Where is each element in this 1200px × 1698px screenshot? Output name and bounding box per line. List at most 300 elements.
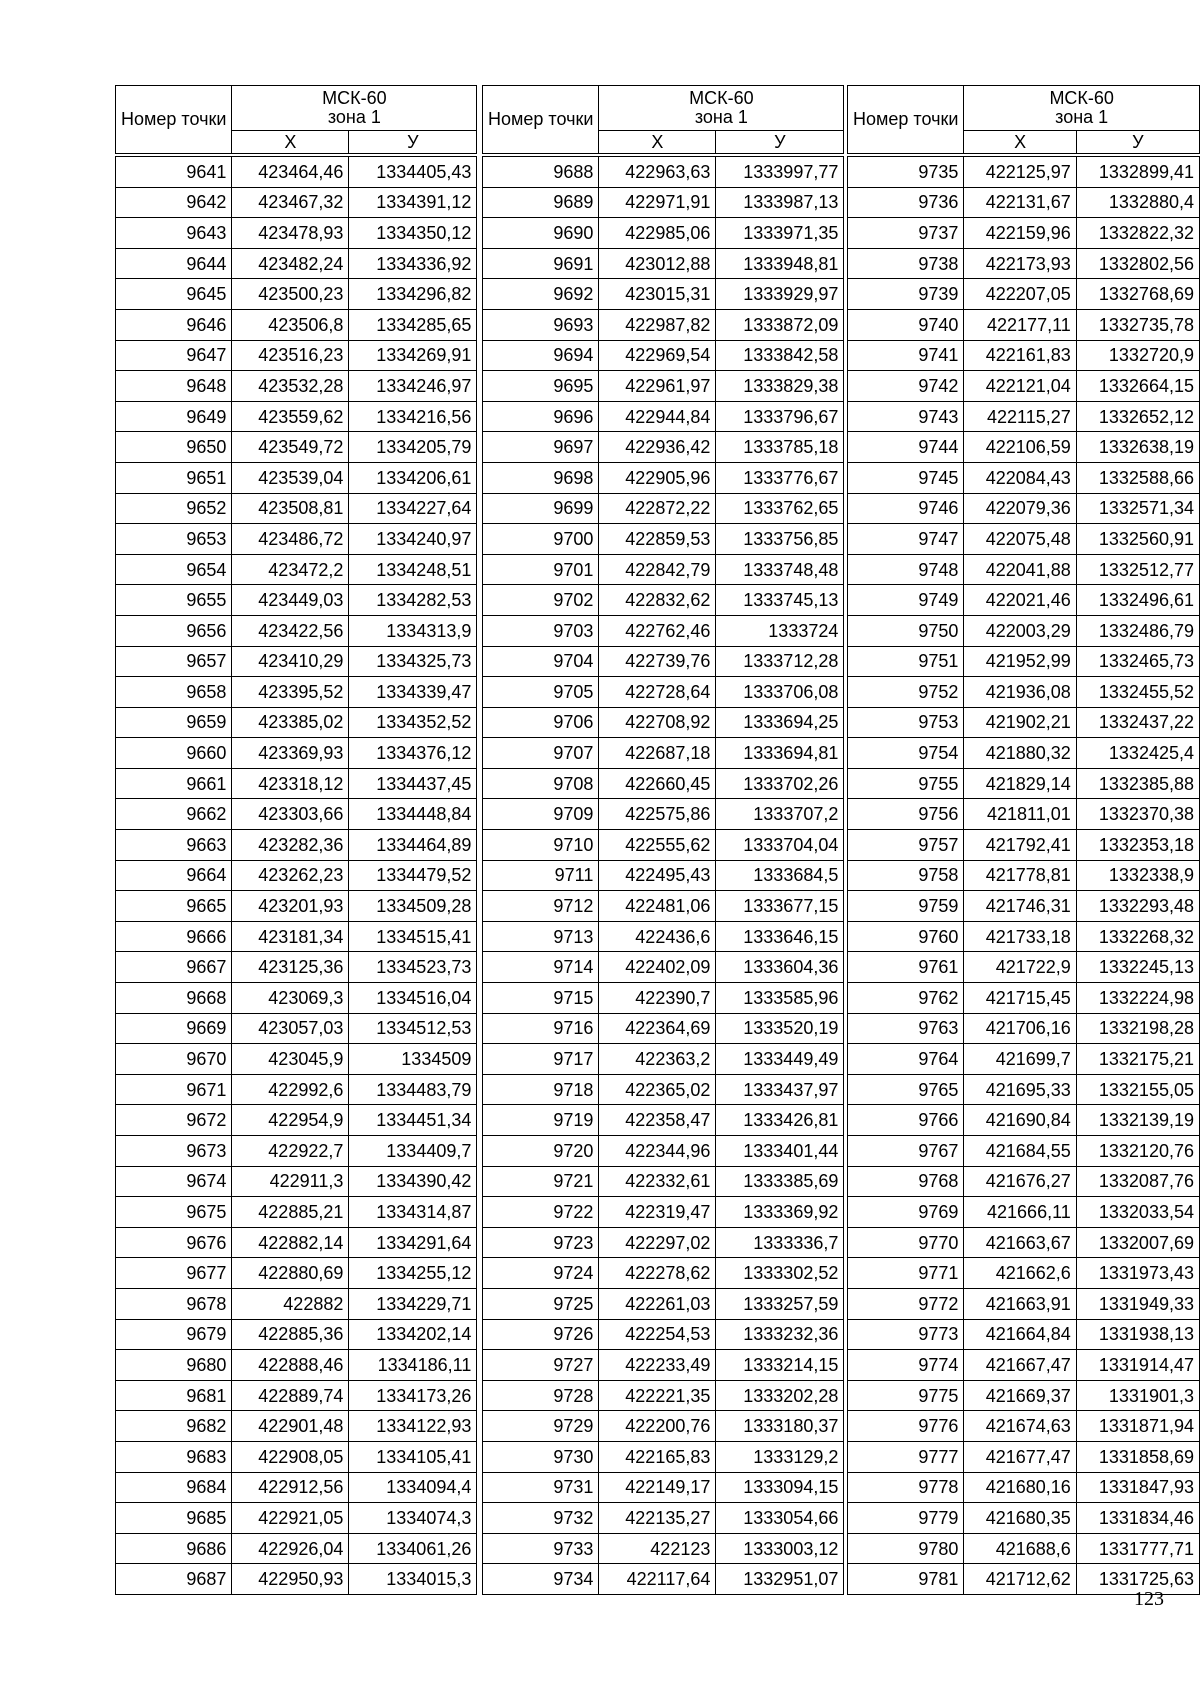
table-row — [483, 1533, 844, 1564]
table-row — [848, 1227, 1200, 1258]
x-coordinate-cell: 422961,97 — [599, 371, 716, 402]
table-row — [848, 1074, 1200, 1105]
x-coordinate-cell: 422131,67 — [964, 187, 1076, 218]
table-row — [848, 738, 1200, 769]
coordinates-table-1 — [115, 85, 477, 1595]
y-coordinate-cell: 1334227,64 — [349, 493, 477, 524]
table-row — [848, 218, 1200, 249]
x-coordinate-cell: 423395,52 — [232, 677, 349, 708]
point-number-cell: 9741 — [848, 340, 964, 371]
table-row — [116, 279, 477, 310]
x-coordinate-cell: 422332,61 — [599, 1166, 716, 1197]
y-coordinate-cell: 1333257,59 — [716, 1288, 844, 1319]
x-coordinate-cell: 421722,9 — [964, 952, 1076, 983]
x-coordinate-cell: 421662,6 — [964, 1258, 1076, 1289]
coordinate-system-header: МСК-60 зона 1 — [232, 86, 477, 131]
point-number-cell: 9679 — [116, 1319, 232, 1350]
y-coordinate-cell: 1332496,61 — [1076, 585, 1199, 616]
point-number-cell: 9770 — [848, 1227, 964, 1258]
point-number-cell: 9739 — [848, 279, 964, 310]
x-coordinate-cell: 421811,01 — [964, 799, 1076, 830]
x-coordinate-cell: 423506,8 — [232, 309, 349, 340]
point-number-cell: 9651 — [116, 462, 232, 493]
y-coordinate-cell: 1334483,79 — [349, 1074, 477, 1105]
table-row — [848, 1136, 1200, 1167]
x-coordinate-cell: 422402,09 — [599, 952, 716, 983]
x-coordinate-cell: 422165,83 — [599, 1441, 716, 1472]
y-coordinate-cell: 1332465,73 — [1076, 646, 1199, 677]
table-row — [483, 187, 844, 218]
table-row — [483, 952, 844, 983]
table-row — [848, 1441, 1200, 1472]
table-row — [483, 1227, 844, 1258]
x-coordinate-cell: 422390,7 — [599, 983, 716, 1014]
y-coordinate-cell: 1333232,36 — [716, 1319, 844, 1350]
point-number-cell: 9709 — [483, 799, 599, 830]
table-row — [116, 799, 477, 830]
y-coordinate-cell: 1334405,43 — [349, 155, 477, 187]
point-number-cell: 9750 — [848, 615, 964, 646]
table-row — [116, 218, 477, 249]
point-number-cell: 9659 — [116, 707, 232, 738]
y-coordinate-cell: 1334390,42 — [349, 1166, 477, 1197]
table-row — [483, 248, 844, 279]
table-row — [483, 799, 844, 830]
y-coordinate-cell: 1333684,5 — [716, 860, 844, 891]
point-number-cell: 9678 — [116, 1288, 232, 1319]
y-coordinate-cell: 1334061,26 — [349, 1533, 477, 1564]
y-coordinate-cell: 1334186,11 — [349, 1350, 477, 1381]
x-coordinate-cell: 423045,9 — [232, 1044, 349, 1075]
x-coordinate-cell: 421663,67 — [964, 1227, 1076, 1258]
x-coordinate-cell: 421680,16 — [964, 1472, 1076, 1503]
y-coordinate-cell: 1333707,2 — [716, 799, 844, 830]
y-coordinate-cell: 1331858,69 — [1076, 1441, 1199, 1472]
x-coordinate-cell: 421880,32 — [964, 738, 1076, 769]
table-row — [848, 1166, 1200, 1197]
x-coordinate-cell: 422660,45 — [599, 768, 716, 799]
x-coordinate-cell: 421666,11 — [964, 1197, 1076, 1228]
point-number-cell: 9755 — [848, 768, 964, 799]
table-row — [848, 371, 1200, 402]
table-row — [116, 524, 477, 555]
y-coordinate-cell: 1333437,97 — [716, 1074, 844, 1105]
x-coordinate-cell: 421695,33 — [964, 1074, 1076, 1105]
x-coordinate-cell: 423449,03 — [232, 585, 349, 616]
point-number-cell: 9717 — [483, 1044, 599, 1075]
x-coordinate-cell: 423464,46 — [232, 155, 349, 187]
y-coordinate-cell: 1332571,34 — [1076, 493, 1199, 524]
y-coordinate-cell: 1331847,93 — [1076, 1472, 1199, 1503]
point-number-cell: 9776 — [848, 1411, 964, 1442]
point-number-cell: 9680 — [116, 1350, 232, 1381]
table-row — [483, 1044, 844, 1075]
point-number-cell: 9718 — [483, 1074, 599, 1105]
point-number-cell: 9738 — [848, 248, 964, 279]
y-coordinate-cell: 1332735,78 — [1076, 309, 1199, 340]
table-body — [116, 155, 477, 1594]
y-coordinate-cell: 1334122,93 — [349, 1411, 477, 1442]
x-coordinate-cell: 422106,59 — [964, 432, 1076, 463]
table-row — [483, 1380, 844, 1411]
table-row — [483, 1503, 844, 1534]
point-number-cell: 9756 — [848, 799, 964, 830]
point-number-cell: 9644 — [116, 248, 232, 279]
table-row — [483, 1411, 844, 1442]
table-row — [483, 432, 844, 463]
x-coordinate-cell: 422261,03 — [599, 1288, 716, 1319]
y-coordinate-cell: 1333929,97 — [716, 279, 844, 310]
point-number-cell: 9667 — [116, 952, 232, 983]
y-coordinate-cell: 1334206,61 — [349, 462, 477, 493]
page-number: 123 — [1134, 1588, 1164, 1610]
y-coordinate-cell: 1334074,3 — [349, 1503, 477, 1534]
x-coordinate-cell: 423539,04 — [232, 462, 349, 493]
y-coordinate-cell: 1332437,22 — [1076, 707, 1199, 738]
table-row — [116, 1319, 477, 1350]
y-coordinate-cell: 1334339,47 — [349, 677, 477, 708]
table-row — [483, 340, 844, 371]
y-coordinate-cell: 1332802,56 — [1076, 248, 1199, 279]
y-coordinate-cell: 1334437,45 — [349, 768, 477, 799]
y-coordinate-cell: 1333842,58 — [716, 340, 844, 371]
table-row — [848, 707, 1200, 738]
point-number-cell: 9721 — [483, 1166, 599, 1197]
point-number-cell: 9716 — [483, 1013, 599, 1044]
point-number-cell: 9669 — [116, 1013, 232, 1044]
x-coordinate-cell: 423500,23 — [232, 279, 349, 310]
x-coordinate-cell: 422365,02 — [599, 1074, 716, 1105]
x-coordinate-cell: 422885,21 — [232, 1197, 349, 1228]
y-coordinate-cell: 1334216,56 — [349, 401, 477, 432]
y-coordinate-cell: 1334464,89 — [349, 830, 477, 861]
x-coordinate-cell: 422358,47 — [599, 1105, 716, 1136]
point-number-cell: 9692 — [483, 279, 599, 310]
point-number-cell: 9703 — [483, 615, 599, 646]
table-row — [848, 646, 1200, 677]
x-coordinate-cell: 422481,06 — [599, 891, 716, 922]
table-row — [848, 1197, 1200, 1228]
table-row — [116, 340, 477, 371]
point-number-cell: 9663 — [116, 830, 232, 861]
x-coordinate-cell: 421684,55 — [964, 1136, 1076, 1167]
table-row — [116, 1288, 477, 1319]
x-coordinate-cell: 421712,62 — [964, 1564, 1076, 1595]
point-number-header: Номер точки — [483, 86, 599, 156]
point-number-cell: 9690 — [483, 218, 599, 249]
x-coordinate-cell: 423410,29 — [232, 646, 349, 677]
y-column-header: У — [349, 131, 477, 156]
x-coordinate-cell: 422344,96 — [599, 1136, 716, 1167]
point-number-header: Номер точки — [116, 86, 232, 156]
table-row — [483, 462, 844, 493]
x-coordinate-cell: 422436,6 — [599, 921, 716, 952]
x-coordinate-cell: 422888,46 — [232, 1350, 349, 1381]
x-coordinate-cell: 422495,43 — [599, 860, 716, 891]
y-coordinate-cell: 1334376,12 — [349, 738, 477, 769]
table-row — [116, 401, 477, 432]
y-coordinate-cell: 1332560,91 — [1076, 524, 1199, 555]
y-coordinate-cell: 1333776,67 — [716, 462, 844, 493]
x-coordinate-cell: 422963,63 — [599, 155, 716, 187]
y-coordinate-cell: 1333520,19 — [716, 1013, 844, 1044]
table-row — [483, 1258, 844, 1289]
x-coordinate-cell: 422075,48 — [964, 524, 1076, 555]
table-row — [116, 1564, 477, 1595]
y-column-header: У — [716, 131, 844, 156]
y-coordinate-cell: 1334246,97 — [349, 371, 477, 402]
table-row — [483, 1472, 844, 1503]
y-coordinate-cell: 1333694,81 — [716, 738, 844, 769]
y-coordinate-cell: 1333302,52 — [716, 1258, 844, 1289]
y-coordinate-cell: 1332175,21 — [1076, 1044, 1199, 1075]
table-row — [116, 615, 477, 646]
x-coordinate-cell: 422921,05 — [232, 1503, 349, 1534]
x-coordinate-cell: 423532,28 — [232, 371, 349, 402]
table-row — [848, 768, 1200, 799]
point-number-cell: 9668 — [116, 983, 232, 1014]
x-coordinate-cell: 422708,92 — [599, 707, 716, 738]
x-coordinate-cell: 422889,74 — [232, 1380, 349, 1411]
y-coordinate-cell: 1334479,52 — [349, 860, 477, 891]
x-coordinate-cell: 422364,69 — [599, 1013, 716, 1044]
point-number-cell: 9753 — [848, 707, 964, 738]
table-row — [483, 585, 844, 616]
x-coordinate-cell: 421667,47 — [964, 1350, 1076, 1381]
x-coordinate-cell: 422950,93 — [232, 1564, 349, 1595]
y-coordinate-cell: 1334391,12 — [349, 187, 477, 218]
y-coordinate-cell: 1333694,25 — [716, 707, 844, 738]
table-row — [848, 554, 1200, 585]
y-coordinate-cell: 1334282,53 — [349, 585, 477, 616]
y-coordinate-cell: 1333997,77 — [716, 155, 844, 187]
point-number-cell: 9780 — [848, 1533, 964, 1564]
y-coordinate-cell: 1333677,15 — [716, 891, 844, 922]
point-number-cell: 9687 — [116, 1564, 232, 1595]
x-coordinate-cell: 421664,84 — [964, 1319, 1076, 1350]
x-coordinate-cell: 423303,66 — [232, 799, 349, 830]
table-row — [116, 371, 477, 402]
x-coordinate-cell: 421680,35 — [964, 1503, 1076, 1534]
point-number-cell: 9728 — [483, 1380, 599, 1411]
point-number-cell: 9752 — [848, 677, 964, 708]
point-number-cell: 9730 — [483, 1441, 599, 1472]
y-coordinate-cell: 1331725,63 — [1076, 1564, 1199, 1595]
y-coordinate-cell: 1332007,69 — [1076, 1227, 1199, 1258]
y-coordinate-cell: 1332087,76 — [1076, 1166, 1199, 1197]
y-coordinate-cell: 1333785,18 — [716, 432, 844, 463]
point-number-cell: 9654 — [116, 554, 232, 585]
point-number-cell: 9759 — [848, 891, 964, 922]
point-number-cell: 9645 — [116, 279, 232, 310]
point-number-cell: 9758 — [848, 860, 964, 891]
table-row — [848, 1350, 1200, 1381]
y-coordinate-cell: 1332588,66 — [1076, 462, 1199, 493]
point-number-cell: 9662 — [116, 799, 232, 830]
y-coordinate-cell: 1332224,98 — [1076, 983, 1199, 1014]
y-coordinate-cell: 1333971,35 — [716, 218, 844, 249]
table-row — [116, 248, 477, 279]
y-coordinate-cell: 1333385,69 — [716, 1166, 844, 1197]
y-coordinate-cell: 1331914,47 — [1076, 1350, 1199, 1381]
x-coordinate-cell: 421690,84 — [964, 1105, 1076, 1136]
table-row — [483, 309, 844, 340]
point-number-cell: 9713 — [483, 921, 599, 952]
table-row — [848, 524, 1200, 555]
point-number-cell: 9769 — [848, 1197, 964, 1228]
table-row — [116, 1074, 477, 1105]
table-row — [116, 493, 477, 524]
x-coordinate-cell: 422161,83 — [964, 340, 1076, 371]
y-coordinate-cell: 1332822,32 — [1076, 218, 1199, 249]
table-row — [483, 1319, 844, 1350]
table-row — [483, 1197, 844, 1228]
x-coordinate-cell: 422173,93 — [964, 248, 1076, 279]
y-coordinate-cell: 1333369,92 — [716, 1197, 844, 1228]
y-coordinate-cell: 1333336,7 — [716, 1227, 844, 1258]
point-number-cell: 9681 — [116, 1380, 232, 1411]
table-row — [116, 1533, 477, 1564]
table-row — [116, 585, 477, 616]
y-coordinate-cell: 1334296,82 — [349, 279, 477, 310]
point-number-cell: 9757 — [848, 830, 964, 861]
x-coordinate-cell: 422832,62 — [599, 585, 716, 616]
point-number-cell: 9725 — [483, 1288, 599, 1319]
table-row — [116, 707, 477, 738]
table-row — [116, 677, 477, 708]
table-row — [116, 462, 477, 493]
x-coordinate-cell: 421746,31 — [964, 891, 1076, 922]
x-coordinate-cell: 422880,69 — [232, 1258, 349, 1289]
x-coordinate-cell: 423201,93 — [232, 891, 349, 922]
x-coordinate-cell: 422905,96 — [599, 462, 716, 493]
x-coordinate-cell: 422123 — [599, 1533, 716, 1564]
point-number-cell: 9765 — [848, 1074, 964, 1105]
point-number-cell: 9767 — [848, 1136, 964, 1167]
point-number-cell: 9764 — [848, 1044, 964, 1075]
point-number-cell: 9754 — [848, 738, 964, 769]
point-number-cell: 9656 — [116, 615, 232, 646]
table-row — [116, 860, 477, 891]
x-coordinate-cell: 423015,31 — [599, 279, 716, 310]
y-coordinate-cell: 1333872,09 — [716, 309, 844, 340]
y-coordinate-cell: 1334094,4 — [349, 1472, 477, 1503]
y-coordinate-cell: 1334409,7 — [349, 1136, 477, 1167]
y-coordinate-cell: 1334515,41 — [349, 921, 477, 952]
table-row — [848, 1258, 1200, 1289]
y-coordinate-cell: 1333604,36 — [716, 952, 844, 983]
point-number-cell: 9727 — [483, 1350, 599, 1381]
table-row — [483, 615, 844, 646]
table-row — [116, 432, 477, 463]
point-number-cell: 9664 — [116, 860, 232, 891]
x-coordinate-cell: 421952,99 — [964, 646, 1076, 677]
y-coordinate-cell: 1334202,14 — [349, 1319, 477, 1350]
table-row — [483, 860, 844, 891]
table-row — [116, 155, 477, 187]
table-row — [483, 1013, 844, 1044]
point-number-cell: 9734 — [483, 1564, 599, 1595]
x-coordinate-cell: 422908,05 — [232, 1441, 349, 1472]
point-number-cell: 9715 — [483, 983, 599, 1014]
coordinates-table-2 — [482, 85, 844, 1595]
x-coordinate-cell: 423559,62 — [232, 401, 349, 432]
point-number-cell: 9777 — [848, 1441, 964, 1472]
y-coordinate-cell: 1333706,08 — [716, 677, 844, 708]
point-number-cell: 9683 — [116, 1441, 232, 1472]
x-coordinate-cell: 422728,64 — [599, 677, 716, 708]
x-coordinate-cell: 422885,36 — [232, 1319, 349, 1350]
table-row — [116, 1258, 477, 1289]
x-coordinate-cell: 422297,02 — [599, 1227, 716, 1258]
table-row — [116, 1105, 477, 1136]
y-coordinate-cell: 1331938,13 — [1076, 1319, 1199, 1350]
table-row — [116, 891, 477, 922]
table-row — [116, 952, 477, 983]
point-number-cell: 9720 — [483, 1136, 599, 1167]
point-number-header: Номер точки — [848, 86, 964, 156]
point-number-cell: 9660 — [116, 738, 232, 769]
point-number-cell: 9707 — [483, 738, 599, 769]
x-coordinate-cell: 422177,11 — [964, 309, 1076, 340]
y-coordinate-cell: 1333449,49 — [716, 1044, 844, 1075]
y-coordinate-cell: 1332370,38 — [1076, 799, 1199, 830]
point-number-cell: 9682 — [116, 1411, 232, 1442]
x-coordinate-cell: 423012,88 — [599, 248, 716, 279]
table-row — [848, 952, 1200, 983]
table-row — [483, 218, 844, 249]
table-row — [116, 921, 477, 952]
table-row — [116, 1136, 477, 1167]
point-number-cell: 9773 — [848, 1319, 964, 1350]
y-coordinate-cell: 1333003,12 — [716, 1533, 844, 1564]
y-coordinate-cell: 1332486,79 — [1076, 615, 1199, 646]
x-coordinate-cell: 421688,6 — [964, 1533, 1076, 1564]
x-coordinate-cell: 421699,7 — [964, 1044, 1076, 1075]
x-coordinate-cell: 421778,81 — [964, 860, 1076, 891]
y-coordinate-cell: 1334451,34 — [349, 1105, 477, 1136]
table-row — [848, 585, 1200, 616]
point-number-cell: 9700 — [483, 524, 599, 555]
x-coordinate-cell: 422762,46 — [599, 615, 716, 646]
x-coordinate-cell: 422992,6 — [232, 1074, 349, 1105]
x-coordinate-cell: 422125,97 — [964, 155, 1076, 187]
x-coordinate-cell: 422971,91 — [599, 187, 716, 218]
point-number-cell: 9653 — [116, 524, 232, 555]
table-row — [483, 921, 844, 952]
x-coordinate-cell: 423472,2 — [232, 554, 349, 585]
y-coordinate-cell: 1333829,38 — [716, 371, 844, 402]
x-coordinate-cell: 422985,06 — [599, 218, 716, 249]
y-coordinate-cell: 1334336,92 — [349, 248, 477, 279]
y-coordinate-cell: 1332664,15 — [1076, 371, 1199, 402]
table-row — [116, 309, 477, 340]
point-number-cell: 9706 — [483, 707, 599, 738]
coordinate-system-header: МСК-60 зона 1 — [599, 86, 844, 131]
point-number-cell: 9649 — [116, 401, 232, 432]
point-number-cell: 9650 — [116, 432, 232, 463]
x-coordinate-cell: 421715,45 — [964, 983, 1076, 1014]
table-row — [483, 371, 844, 402]
table-row — [116, 1441, 477, 1472]
y-coordinate-cell: 1332338,9 — [1076, 860, 1199, 891]
y-coordinate-cell: 1334509 — [349, 1044, 477, 1075]
x-coordinate-cell: 422084,43 — [964, 462, 1076, 493]
point-number-cell: 9719 — [483, 1105, 599, 1136]
x-coordinate-cell: 421936,08 — [964, 677, 1076, 708]
point-number-cell: 9736 — [848, 187, 964, 218]
y-column-header: У — [1076, 131, 1199, 156]
